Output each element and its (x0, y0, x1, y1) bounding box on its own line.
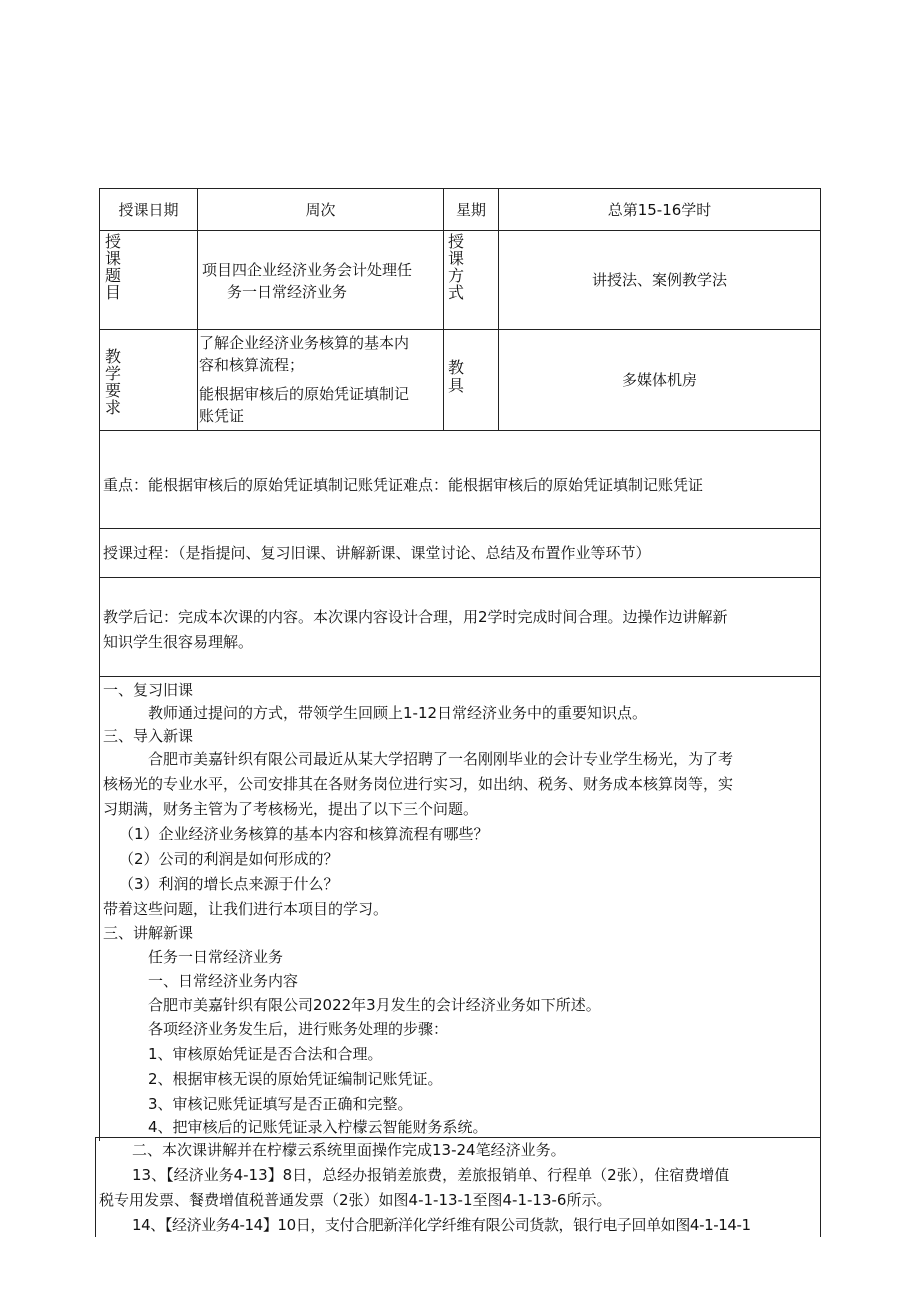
topic-label-char: 授 (105, 232, 122, 251)
table-border-left (99, 188, 100, 1141)
requirement-line: 能根据审核后的原始凭证填制记 (199, 385, 410, 403)
row-divider (99, 577, 821, 578)
body-paragraph: 核杨光的专业水平，公司安排其在各财务岗位进行实习，如出纳、税务、财务成本核算岗等，实 (103, 775, 734, 793)
body-paragraph: 二、本次课讲解并在柠檬云系统里面操作完成13-24笔经济业务。 (132, 1141, 566, 1159)
row-divider (99, 528, 821, 529)
lower-box-left (95, 1137, 96, 1237)
topic-label-char: 题 (105, 266, 122, 285)
business-item: 税专用发票、餐费增值税普通发票（2张）如图4-1-13-1至图4-1-13-6所示。 (99, 1191, 612, 1209)
weekday-label: 星期 (455, 200, 486, 219)
topic-label-char: 目 (105, 283, 122, 302)
date-label: 授课日期 (118, 200, 179, 219)
question-item: （2）公司的利润是如何形成的？ (119, 850, 339, 868)
method-value: 讲授法、案例教学法 (591, 271, 727, 289)
requirement-line: 容和核算流程； (199, 356, 305, 374)
step-item: 2、根据审核无误的原始凭证编制记账凭证。 (148, 1070, 443, 1088)
step-item: 1、审核原始凭证是否合法和合理。 (148, 1045, 383, 1063)
requirements-label-char: 学 (105, 364, 122, 383)
requirement-line: 了解企业经济业务核算的基本内 (199, 334, 410, 352)
section-heading: 三、讲解新课 (103, 924, 194, 942)
tools-label-char: 教 (448, 358, 465, 377)
key-points: 重点：能根据审核后的原始凭证填制记账凭证难点：能根据审核后的原始凭证填制记账凭证 (103, 476, 704, 494)
step-item: 4、把审核后的记账凭证录入柠檬云智能财务系统。 (148, 1118, 488, 1136)
sub-heading: 一、日常经济业务内容 (148, 972, 299, 990)
topic-line-2: 务一日常经济业务 (227, 283, 348, 301)
section-heading: 一、复习旧课 (103, 681, 194, 699)
hours-label: 总第15-16学时 (607, 200, 712, 219)
task-title: 任务一日常经济业务 (148, 948, 284, 966)
requirements-label-char: 求 (105, 398, 122, 417)
tools-label-char: 具 (448, 376, 465, 395)
step-item: 3、审核记账凭证填写是否正确和完整。 (148, 1095, 413, 1113)
row-divider (99, 430, 821, 431)
requirement-line: 账凭证 (199, 407, 245, 425)
row-divider (99, 676, 821, 677)
body-paragraph: 带着这些问题，让我们进行本项目的学习。 (103, 900, 389, 918)
body-paragraph: 习期满，财务主管为了考核杨光，提出了以下三个问题。 (103, 800, 479, 818)
body-paragraph: 合肥市美嘉针织有限公司最近从某大学招聘了一名刚刚毕业的会计专业学生杨光，为了考 (148, 750, 734, 768)
teaching-process: 授课过程：（是指提问、复习旧课、讲解新课、课堂讨论、总结及布置作业等环节） (103, 544, 651, 562)
postscript-line-2: 知识学生很容易理解。 (103, 633, 254, 651)
question-item: （3）利润的增长点来源于什么？ (119, 875, 339, 893)
question-item: （1）企业经济业务核算的基本内容和核算流程有哪些？ (119, 825, 489, 843)
topic-label-char: 课 (105, 249, 122, 268)
postscript-line-1: 教学后记：完成本次课的内容。本次课内容设计合理，用2学时完成时间合理。边操作边讲解新 (103, 608, 728, 626)
requirements-label-char: 教 (105, 347, 122, 366)
body-paragraph: 各项经济业务发生后，进行账务处理的步骤： (148, 1020, 449, 1038)
body-paragraph: 教师通过提问的方式，带领学生回顾上1-12日常经济业务中的重要知识点。 (148, 704, 648, 722)
section-heading: 三、导入新课 (103, 727, 194, 745)
tools-value: 多媒体机房 (621, 371, 697, 389)
method-label-char: 式 (448, 283, 465, 302)
business-item: 13、【经济业务4-13】8日，总经办报销差旅费，差旅报销单、行程单（2张），住宿费增值 (132, 1166, 730, 1184)
body-paragraph: 合肥市美嘉针织有限公司2022年3月发生的会计经济业务如下所述。 (148, 996, 601, 1014)
method-label-char: 授 (448, 232, 465, 251)
requirements-label-char: 要 (105, 381, 122, 400)
week-label: 周次 (305, 200, 336, 219)
method-label-char: 方 (448, 266, 465, 285)
method-label-char: 课 (448, 249, 465, 268)
table-border-right (820, 188, 821, 1141)
lower-box-right (820, 1137, 821, 1237)
topic-line-1: 项目四企业经济业务会计处理任 (202, 261, 413, 279)
business-item: 14、【经济业务4-14】10日，支付合肥新洋化学纤维有限公司货款，银行电子回单如图4-1-14-1 (132, 1216, 751, 1234)
